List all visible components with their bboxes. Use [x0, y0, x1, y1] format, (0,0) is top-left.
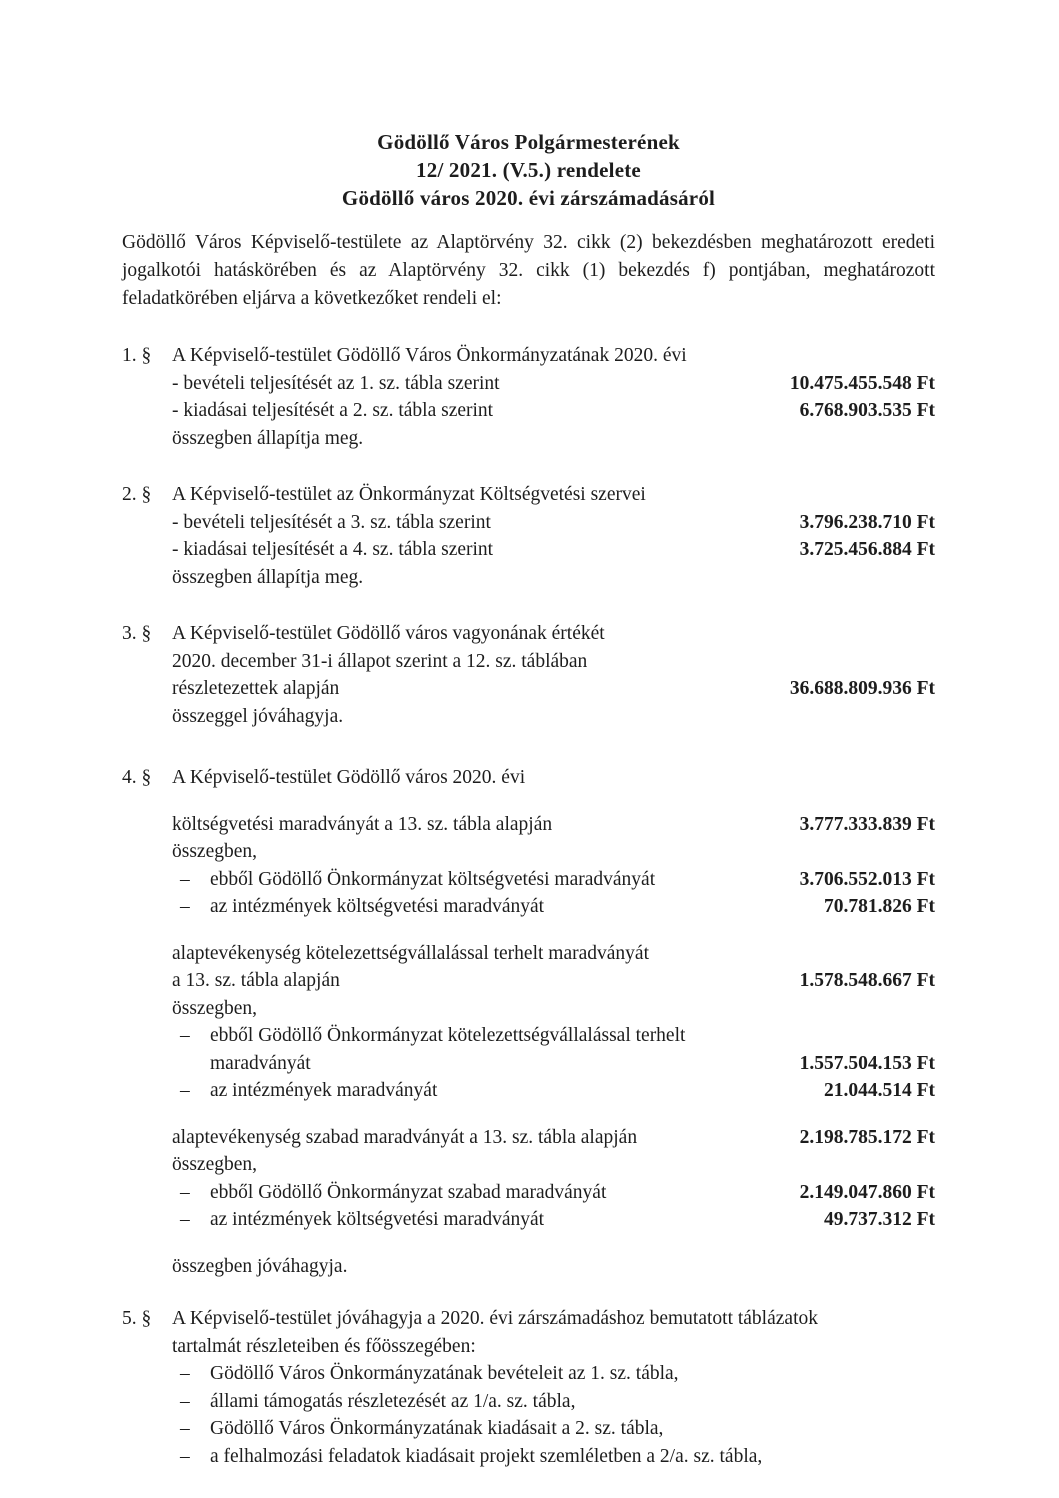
document-line: [172, 1206, 935, 1234]
line-text: A Képviselő-testület Gödöllő város 2020. évi: [172, 767, 526, 788]
amount-value: 2.149.047.860 Ft: [799, 1181, 935, 1203]
amount-value: 49.737.312 Ft: [823, 1209, 935, 1230]
line-text: költségvetési maradványát a 13. sz. tábla alapján: [172, 813, 553, 835]
dash-bullet-icon: –: [180, 1025, 190, 1046]
document-line: [172, 1253, 935, 1281]
document-line: [172, 509, 935, 537]
amount-value: 3.796.238.710 Ft: [799, 511, 935, 533]
section-body: [172, 620, 935, 730]
document-line: [172, 536, 935, 564]
line-text: - bevételi teljesítését az 1. sz. tábla szerint: [172, 372, 500, 394]
title-block: [122, 128, 935, 212]
amount-value: 10.475.455.548 Ft: [789, 372, 935, 394]
section-number: 3. §: [122, 623, 152, 644]
line-text: A Képviselő-testület Gödöllő város vagyonának értékét: [172, 623, 605, 644]
document-line: [172, 1179, 935, 1207]
document-line: [172, 648, 935, 676]
dash-bullet-icon: –: [180, 868, 190, 890]
document-line: [172, 675, 935, 703]
amount-value: 3.725.456.884 Ft: [799, 539, 935, 560]
line-text: összeggel jóváhagyja.: [172, 705, 344, 727]
amount-value: 6.768.903.535 Ft: [799, 400, 935, 421]
section-body: [172, 764, 935, 1280]
section-body: [172, 481, 935, 591]
line-spacer: [172, 1234, 935, 1253]
dash-bullet-icon: –: [180, 1209, 190, 1230]
line-text: a felhalmozási feladatok kiadásait projekt szemléletben a 2/a. sz. tábla,: [210, 1445, 763, 1467]
line-text: A Képviselő-testület az Önkormányzat Költségvetési szervei: [172, 484, 646, 505]
document-line: [172, 1305, 935, 1333]
line-text: 2020. december 31-i állapot szerint a 12. sz. táblában: [172, 650, 588, 672]
line-text: az intézmények költségvetési maradványát: [210, 1209, 545, 1230]
line-text: alaptevékenység szabad maradványát a 13. sz. tábla alapján: [172, 1126, 638, 1148]
dash-bullet-icon: –: [180, 1363, 190, 1384]
document-line: [172, 967, 935, 995]
section-3: [122, 620, 935, 730]
line-text: Gödöllő Város Önkormányzatának bevételeit az 1. sz. tábla,: [210, 1363, 679, 1384]
amount-value: 3.777.333.839 Ft: [799, 813, 935, 835]
document-line: [172, 893, 935, 921]
document-line: [172, 995, 935, 1023]
sections: [122, 342, 935, 1470]
dash-bullet-icon: –: [180, 896, 190, 917]
document-line: [172, 1077, 935, 1105]
line-text: összegben,: [172, 997, 258, 1019]
dash-bullet-icon: –: [180, 1418, 190, 1439]
line-text: az intézmények maradványát: [210, 1080, 438, 1101]
line-spacer: [172, 792, 935, 811]
line-spacer: [172, 921, 935, 940]
document-line: [172, 1022, 935, 1050]
line-text: ebből Gödöllő Önkormányzat kötelezettségvállalással terhelt: [210, 1025, 686, 1046]
document-line: [172, 1388, 935, 1416]
line-text: az intézmények költségvetési maradványát: [210, 896, 545, 917]
line-text: összegben állapítja meg.: [172, 566, 364, 588]
line-text: összegben,: [172, 841, 258, 862]
line-text: részletezettek alapján: [172, 678, 340, 699]
document-line: [172, 940, 935, 968]
document-line: [172, 564, 935, 592]
section-5: [122, 1305, 935, 1470]
line-text: Gödöllő Város Önkormányzatának kiadásait a 2. sz. tábla,: [210, 1418, 664, 1439]
document-line: [172, 1050, 935, 1078]
section-body: [172, 342, 935, 452]
dash-bullet-icon: –: [180, 1390, 190, 1412]
line-text: - kiadásai teljesítését a 2. sz. tábla szerint: [172, 400, 494, 421]
title-line-issuer: Gödöllő Város Polgármesterének: [377, 130, 680, 154]
document-line: [172, 1124, 935, 1152]
document-line: [172, 397, 935, 425]
document-line: [172, 620, 935, 648]
section-number: 1. §: [122, 345, 152, 366]
line-spacer: [172, 1105, 935, 1124]
title-line-decree-number: 12/ 2021. (V.5.) rendelete: [416, 158, 641, 182]
dash-bullet-icon: –: [180, 1080, 190, 1101]
section-number: 2. §: [122, 484, 152, 505]
section-4: [122, 764, 935, 1280]
dash-bullet-icon: –: [180, 1445, 190, 1467]
line-text: alaptevékenység kötelezettségvállalással terhelt maradványát: [172, 942, 649, 964]
line-text: A Képviselő-testület Gödöllő Város Önkormányzatának 2020. évi: [172, 345, 687, 366]
amount-value: 3.706.552.013 Ft: [799, 868, 935, 890]
line-text: ebből Gödöllő Önkormányzat költségvetési maradványát: [210, 868, 656, 890]
amount-value: 21.044.514 Ft: [823, 1080, 935, 1101]
document-line: [172, 1415, 935, 1443]
section-body: [172, 1305, 935, 1470]
document-line: [172, 866, 935, 894]
document-line: [172, 370, 935, 398]
line-text: összegben,: [172, 1154, 258, 1175]
document-line: [172, 1333, 935, 1361]
amount-value: 36.688.809.936 Ft: [789, 678, 935, 699]
document-line: [172, 481, 935, 509]
document-line: [172, 1151, 935, 1179]
document-line: [172, 342, 935, 370]
line-text: tartalmát részleteiben és főösszegében:: [172, 1335, 476, 1357]
document-line: [172, 1443, 935, 1471]
document-line: [172, 811, 935, 839]
line-text: összegben állapítja meg.: [172, 427, 364, 449]
document-line: [172, 703, 935, 731]
section-2: [122, 481, 935, 591]
document-line: [172, 838, 935, 866]
line-text: a 13. sz. tábla alapján: [172, 970, 340, 991]
amount-value: 70.781.826 Ft: [823, 896, 935, 917]
document-line: [172, 764, 935, 792]
line-text: A Képviselő-testület jóváhagyja a 2020. évi zárszámadáshoz bemutatott táblázatok: [172, 1308, 818, 1329]
line-text: maradványát: [210, 1052, 311, 1074]
amount-value: 1.557.504.153 Ft: [799, 1052, 935, 1074]
intro-paragraph: Gödöllő Város Képviselő-testülete az Alaptörvény 32. cikk (2) bekezdésben meghatározott eredeti jogalkotói hatáskörében és az Alaptörvény 32. cikk (1) bekezdés f) pontjában, meghatározott feladatkörében eljárva a következőket rendeli el:: [122, 232, 935, 309]
line-text: ebből Gödöllő Önkormányzat szabad maradványát: [210, 1181, 607, 1203]
line-text: állami támogatás részletezését az 1/a. sz. tábla,: [210, 1390, 576, 1412]
line-text: összegben jóváhagyja.: [172, 1255, 348, 1277]
document-line: [172, 1360, 935, 1388]
line-text: - kiadásai teljesítését a 4. sz. tábla szerint: [172, 539, 494, 560]
section-number: 5. §: [122, 1308, 152, 1329]
section-1: [122, 342, 935, 452]
dash-bullet-icon: –: [180, 1181, 190, 1203]
amount-value: 2.198.785.172 Ft: [799, 1126, 935, 1148]
document-line: [172, 425, 935, 453]
line-text: - bevételi teljesítését a 3. sz. tábla szerint: [172, 511, 491, 533]
amount-value: 1.578.548.667 Ft: [799, 970, 935, 991]
section-number: 4. §: [122, 767, 152, 788]
title-line-subject: Gödöllő város 2020. évi zárszámadásáról: [341, 186, 716, 210]
